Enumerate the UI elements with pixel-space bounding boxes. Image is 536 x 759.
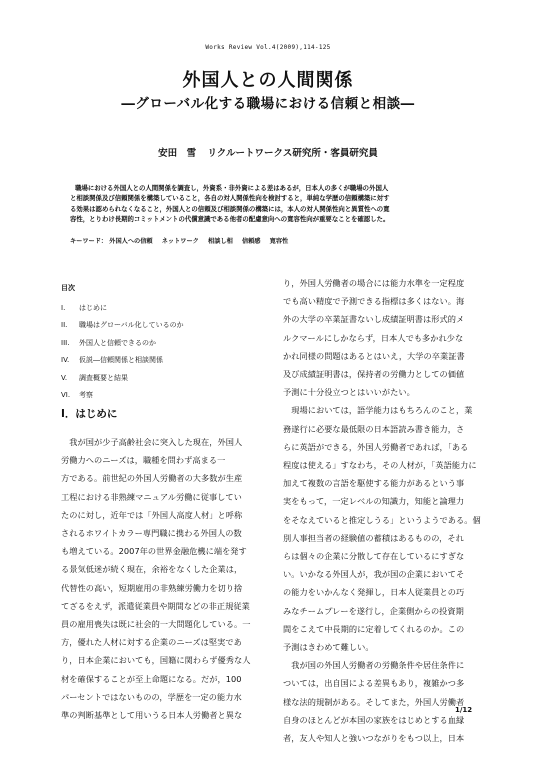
body-line: 我が国が少子高齢社会に突入した現在，外国人 — [61, 437, 243, 447]
body-line: ついては，出自国による差異もあり，複雑かつ多 — [283, 678, 465, 689]
body-line: 実をもって，一定レベルの知識力，知能と論理力 — [283, 496, 465, 507]
body-line: らに英語ができる，外国人労働者であれば，「ある — [283, 441, 469, 452]
body-line: かれ同様の問題はあるとはいえ，大学の卒業証書 — [283, 350, 465, 361]
toc-item-number: VI. — [61, 390, 71, 399]
body-line: 準の判断基準として用いうる日本人労働者と異な — [61, 710, 243, 721]
body-line: ルクマールにしかならず，日本人でも多かれ少な — [283, 332, 464, 343]
toc-title: 目次 — [61, 284, 75, 292]
author-name: 安田 雪 — [158, 148, 197, 159]
body-line: 予測はきわめて難しい。 — [283, 642, 374, 653]
body-line: 工程における非熟練マニュアル労働に従事してい — [61, 491, 242, 502]
keyword: 相談し相 — [208, 238, 233, 245]
body-line: たのに対し，近年では「外国人高度人材」と呼称 — [61, 509, 243, 520]
keywords-label: キーワード： — [70, 238, 108, 245]
toc-item-label: 考察 — [79, 390, 93, 399]
table-of-contents — [61, 283, 241, 404]
author-line — [0, 145, 536, 159]
keyword: 信頼感 — [241, 238, 261, 245]
toc-item-number: I. — [61, 304, 66, 312]
toc-item-label: 調査概要と結果 — [79, 373, 128, 382]
toc-item-label: 外国人と信頼できるのか — [79, 338, 156, 347]
body-line: り，外国人労働者の場合には能力水準を一定程度 — [283, 278, 465, 288]
body-line: 方である。前世紀の外国人労働者の大多数が生産 — [61, 473, 243, 484]
abstract-line: る効果は認められなくなること，外国人との信頼及び相談関係の構築には，本人の対人関係性向と異質性への寛 — [70, 204, 390, 213]
body-line: 方，優れた人材に対する企業のニーズは堅実であ — [61, 637, 242, 648]
abstract — [70, 183, 470, 225]
body-line: る景気低迷が続く現在，余裕をなくした企業は， — [61, 564, 243, 575]
body-line: 及び成績証明書は，保持者の労働力としての価値 — [283, 369, 465, 380]
keywords — [70, 236, 470, 245]
body-line: 我が国の外国人労働者の労働条件や居住条件に — [283, 660, 465, 671]
toc-item-number: V. — [61, 373, 68, 382]
abstract-line: 容性，とりわけ長期的コミットメントの代償意識である他者の配慮意向への寛容性向が重要なことを確認した。 — [70, 215, 390, 224]
page-number: 1/12 — [455, 706, 473, 714]
abstract-line: と相談関係及び信頼関係を構築していること，各自の対人関係性向を検討すると，単純な学歴の信頼構築に対す — [70, 194, 390, 203]
body-line: されるホワイトカラー専門職に携わる外国人の数 — [61, 528, 242, 539]
body-line: も増えている。2007年の世界金融危機に端を発す — [61, 546, 247, 557]
body-line: 員の雇用喪失は既に社会的一大問題化している。一 — [61, 619, 251, 630]
toc-item-number: IV. — [61, 356, 70, 365]
body-line: をそなえていると推定しうる」というようである。個 — [283, 514, 481, 525]
body-line: パーセントではないものの，学歴を一定の能力水 — [61, 691, 242, 702]
body-line: らは個々の企業に分散して存在しているにすぎな — [283, 551, 465, 562]
section-heading: I．はじめに — [61, 408, 118, 420]
body-line: みなチームプレーを遂行し，企業側からの投資期 — [283, 605, 464, 616]
author-affiliation: リクルートワークス研究所・客員研究員 — [207, 148, 378, 159]
toc-item-label: 仮説―信頼関係と相談関係 — [79, 356, 163, 365]
body-line: 予測に十分役立つとはいいがたい。 — [283, 387, 415, 398]
body-line: てざるをえず，派遣従業員や期間などの非正規従業 — [61, 600, 250, 611]
toc-item-label: 職場はグローバル化しているのか — [79, 321, 184, 330]
body-line: 程度は使える」すなわち，その人材が，「英語能力に — [283, 460, 477, 471]
body-line: 現場においては，語学能力はもちろんのこと，業 — [283, 405, 473, 416]
body-line: 加えて複数の言語を駆使する能力があるという事 — [283, 478, 465, 489]
keyword: ネットワーク — [161, 238, 199, 245]
body-line: 者，友人や知人と強いつながりをもつ以上，日本 — [283, 733, 465, 744]
toc-item — [61, 370, 241, 387]
body-line: 自身のほとんどが本国の家族をはじめとする血縁 — [283, 714, 465, 725]
body-line: の能力をいかんなく発揮し，日本人従業員との巧 — [283, 587, 465, 598]
body-line: 務遂行に必要な最低限の日本語読み書き能力，さ — [283, 423, 465, 434]
body-line: い。いかなる外国人が，我が国の企業においてそ — [283, 569, 465, 580]
body-column-right — [283, 274, 495, 747]
toc-item-number: II. — [61, 321, 68, 330]
toc-item — [61, 300, 241, 317]
body-line: 別人事担当者の経験値の蓄積はあるものの，それ — [283, 532, 464, 543]
body-column-left — [61, 433, 271, 724]
body-line: 材を確保することが至上命題になる。だが，100 — [61, 673, 242, 684]
body-line: 外の大学の卒業証書ないし成績証明書は形式的メ — [283, 314, 465, 325]
journal-citation: Works Review Vol.4(2009),114-125 — [205, 44, 331, 51]
toc-item — [61, 352, 241, 369]
body-line: 様な法的規制がある。そしてまた，外国人労働者 — [283, 696, 465, 707]
abstract-line: 職場における外国人との人間関係を調査し，外資系・非外資による差はあるが，日本人の多くが職場の外国人 — [75, 184, 389, 192]
body-line: 代替性の高い，短期雇用の非熟練労働力を切り捨 — [61, 582, 243, 593]
keyword: 寛容性 — [269, 238, 289, 245]
body-line: 間をこえて中長期的に定着してくれるのか。この — [283, 623, 465, 634]
keyword: 外国人への信頼 — [109, 238, 153, 245]
toc-item-label: はじめに — [79, 304, 107, 312]
body-line: り，日本企業においても，国籍に関わらず優秀な人 — [61, 655, 251, 666]
toc-item — [61, 317, 241, 334]
paper-subtitle: ―グローバル化する職場における信頼と相談― — [121, 96, 415, 112]
toc-item — [61, 335, 241, 352]
paper-title: 外国人との人間関係 — [182, 70, 354, 91]
toc-item — [61, 387, 241, 404]
toc-item-number: III. — [61, 338, 70, 347]
body-line: でも高い精度で予測できる指標は多くはない。海 — [283, 296, 465, 307]
body-line: 労働力へのニーズは，職種を問わず高まる一 — [61, 455, 226, 466]
